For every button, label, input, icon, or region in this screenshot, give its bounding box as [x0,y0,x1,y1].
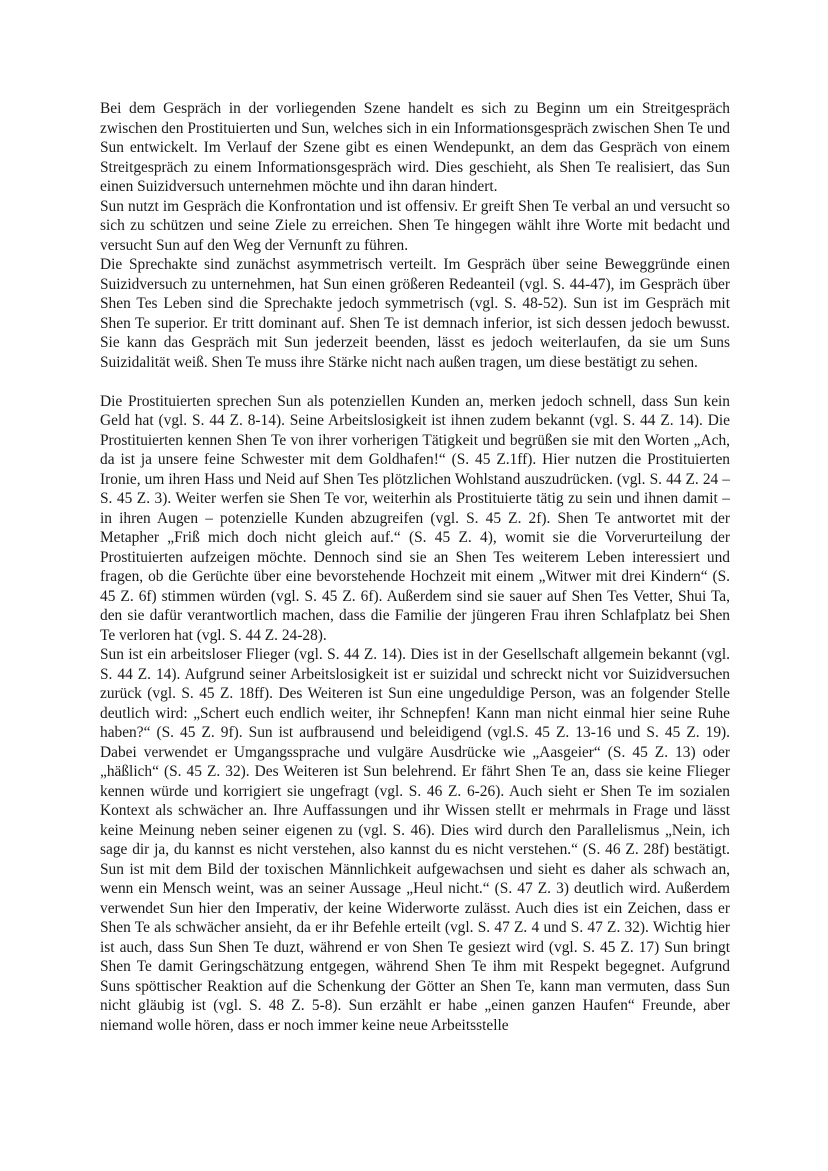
paragraph-spacer [100,372,730,392]
paragraph-intro: Bei dem Gespräch in der vorliegenden Szene handelt es sich zu Beginn um ein Streitgespräch zwischen den Prostituierten und Sun, welches sich in ein Informationsgespräch zwischen Shen Te und Sun entwickelt. Im Verlauf der Szene gibt es einen Wendepunkt, an dem das Gespräch von einem Streitgespräch zu einem Informationsgespräch wird. Dies geschieht, als Shen Te realisiert, das Sun einen Suizidversuch unternehmen möchte und ihn daran hindert. [100,100,730,195]
document-page [100,99,730,1035]
paragraph-prostitutes: Die Prostituierten sprechen Sun als potenziellen Kunden an, merken jedoch schnell, dass Sun kein Geld hat (vgl. S. 44 Z. 8-14). Seine Arbeitslosigkeit ist ihnen zudem bekannt (vgl. S. 44 Z. 14). Die Prostituierten kennen Shen Te von ihrer vorherigen Tätigkeit und begrüßen sie mit den Worten „Ach, da ist ja unsere feine Schwester mit dem Goldhafen!“ (S. 45 Z.1ff). Hier nutzen die Prostituierten Ironie, um ihren Hass und Neid auf Shen Tes plötzlichen Wohlstand auszudrücken. (vgl. S. 44 Z. 24 – S. 45 Z. 3). Weiter werfen sie Shen Te vor, weiterhin als Prostituierte tätig zu sein und ihnen damit – in ihren Augen – potenzielle Kunden abzugreifen (vgl. S. 45 Z. 2f). Shen Te antwortet mit der Metapher „Friß mich doch nicht gleich auf.“ (S. 45 Z. 4), womit sie die Vorverurteilung der Prostituierten aufzeigen möchte. Dennoch sind sie an Shen Tes weiterem Leben interessiert und fragen, ob die Gerüchte über eine bevorstehende Hochzeit mit einem „Witwer mit drei Kindern“ (S. 45 Z. 6f) stimmen würden (vgl. S. 45 Z. 6f). Außerdem sind sie sauer auf Shen Tes Vetter, Shui Ta, den sie dafür verantwortlich machen, dass die Familie der jüngeren Frau ihren Schlafplatz bei Shen Te verloren hat (vgl. S. 44 Z. 24-28). [100,392,730,644]
paragraph-sun-confrontation: Sun nutzt im Gespräch die Konfrontation und ist offensiv. Er greift Shen Te verbal an und versucht so sich zu schützen und seine Ziele zu erreichen. Shen Te hingegen wählt ihre Worte mit bedacht und versucht Sun auf den Weg der Vernunft zu führen. [100,197,730,254]
paragraph-sun-character: Sun ist ein arbeitsloser Flieger (vgl. S. 44 Z. 14). Dies ist in der Gesellschaft allgemein bekannt (vgl. S. 44 Z. 14). Aufgrund seiner Arbeitslosigkeit ist er suizidal und schreckt nicht vor Suizidversuchen zurück (vgl. S. 45 Z. 18ff). Des Weiteren ist Sun eine ungeduldige Person, was an folgender Stelle deutlich wird: „Schert euch endlich weiter, ihr Schnepfen! Kann man nicht einmal hier seine Ruhe haben?“ (S. 45 Z. 9f). Sun ist aufbrausend und beleidigend (vgl.S. 45 Z. 13-16 und S. 45 Z. 19). Dabei verwendet er Umgangssprache und vulgäre Ausdrücke wie „Aasgeier“ (S. 45 Z. 13) oder „häßlich“ (S. 45 Z. 32). Des Weiteren ist Sun belehrend. Er fährt Shen Te an, dass sie keine Flieger kennen würde und korrigiert sie ungefragt (vgl. S. 46 Z. 6-26). Auch sieht er Shen Te im sozialen Kontext als schwächer an. Ihre Auffassungen und ihr Wissen stellt er mehrmals in Frage und lässt keine Meinung neben seiner eigenen zu (vgl. S. 46). Dies wird durch den Parallelismus „Nein, ich sage dir ja, du kannst es nicht verstehen, also kannst du es nicht verstehen.“ (S. 46 Z. 28f) bestätigt. Sun ist mit dem Bild der toxischen Männlichkeit aufgewachsen und sieht es daher als schwach an, wenn ein Mensch weint, was an seiner Aussage „Heul nicht.“ (S. 47 Z. 3) deutlich wird. Außerdem verwendet Sun hier den Imperativ, der keine Widerworte zulässt. Auch dies ist ein Zeichen, dass er Shen Te als schwächer ansieht, da er ihr Befehle erteilt (vgl. S. 47 Z. 4 und S. 47 Z. 32). Wichtig hier ist auch, dass Sun Shen Te duzt, während er von Shen Te gesiezt wird (vgl. S. 45 Z. 17) Sun bringt Shen Te damit Geringschätzung entgegen, während Shen Te ihm mit Respekt begegnet. Aufgrund Suns spöttischer Reaktion auf die Schenkung der Götter an Shen Te, kann man vermuten, dass Sun nicht gläubig ist (vgl. S. 48 Z. 5-8). Sun erzählt er habe „einen ganzen Haufen“ Freunde, aber niemand wolle hören, dass er noch immer keine neue Arbeitsstelle [100,646,730,1034]
paragraph-speech-acts: Die Sprechakte sind zunächst asymmetrisch verteilt. Im Gespräch über seine Beweggründe einen Suizidversuch zu unternehmen, hat Sun einen größeren Redeanteil (vgl. S. 44-47), im Gespräch über Shen Tes Leben sind die Sprechakte jedoch symmetrisch (vgl. S. 48-52). Sun ist im Gespräch mit Shen Te superior. Er tritt dominant auf. Shen Te ist demnach inferior, ist sich dessen jedoch bewusst. Sie kann das Gespräch mit Sun jederzeit beenden, lässt es jedoch weiterlaufen, da sie um Suns Suizidalität weiß. Shen Te muss ihre Stärke nicht nach außen tragen, um diese bestätigt zu sehen. [100,256,730,371]
